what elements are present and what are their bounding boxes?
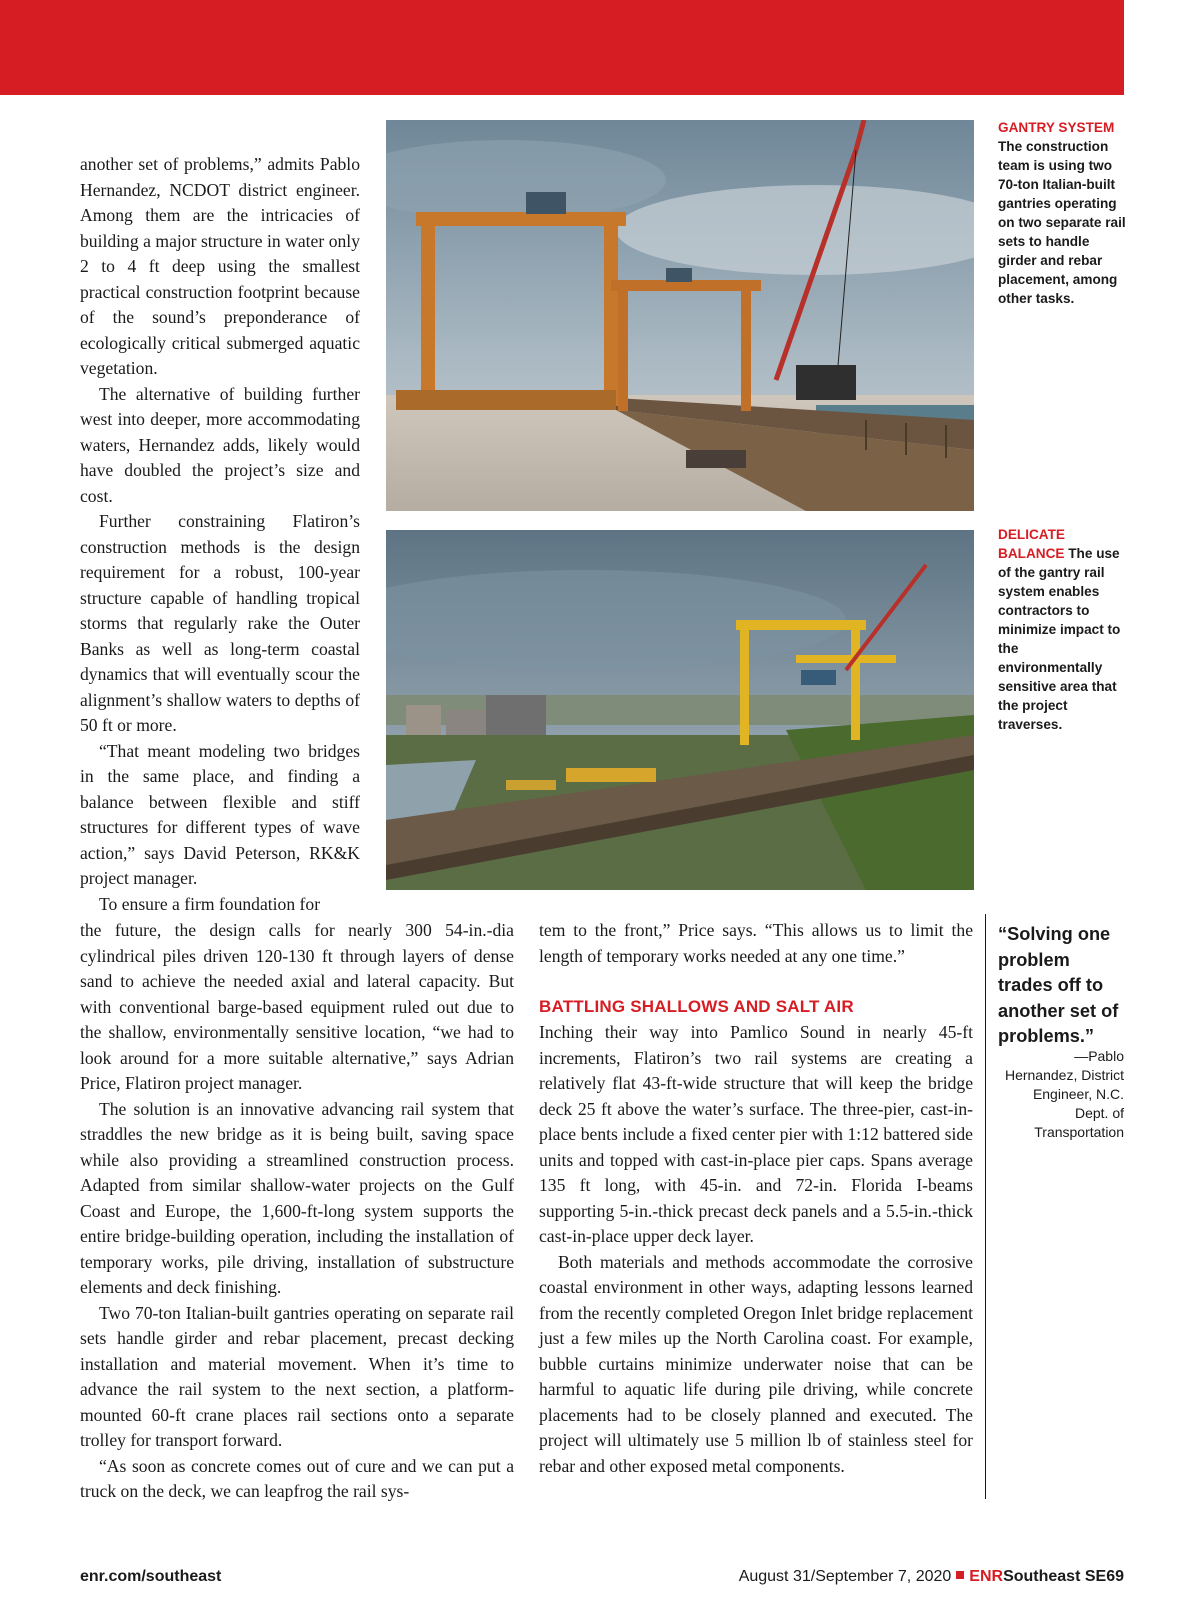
footer-date: August 31/September 7, 2020 (738, 1568, 952, 1585)
paragraph: Inching their way into Pamlico Sound in nearly 45-ft increments, Flatiron’s two rail systems are creating a relatively flat 43-ft-wide structure that will keep the bridge deck 25 ft above the water’s surface. The three-pier, cast-in-place bents include a fixed center pier with 1:12 battered side units and topped with cast-in-place pier caps. Spans average 135 ft long, with 45-in. and 72-in. Florida I-beams supporting 5-in.-thick precast deck panels and a 5.5-in.-thick cast-in-place upper deck layer. (539, 1022, 973, 1246)
caption-kicker: GANTRY SYSTEM (998, 120, 1115, 135)
paragraph: To ensure a firm foundation for (99, 893, 321, 914)
article-column-1-top (80, 152, 360, 917)
pullquote-attribution: —Pablo Hernandez, District Engineer, N.C. Dept. of Transportation (1004, 1048, 1124, 1140)
paragraph: “That meant modeling two bridges in the same place, and finding a balance between flexible and stiff structures for different types of wave action,” says David Peterson, RK&K project manager. (80, 740, 360, 888)
paragraph: Both materials and methods accommodate the corrosive coastal environment in other ways, adapting lessons learned from the recently completed Oregon Inlet bridge replacement just a few miles up the North Carolina coast. For example, bubble curtains minimize underwater noise that can be harmful to aquatic life during pile driving, while concrete placements had to be closely planned and executed. The project will ultimately use 5 million lb of stainless steel for rebar and other exposed metal components. (539, 1251, 973, 1476)
footer-url[interactable]: enr.com/southeast (80, 1568, 222, 1585)
delicate-balance-photo (386, 530, 974, 890)
caption-text: The construction team is using two 70-ton Italian-built gantries operating on two separate rail sets to handle girder and rebar placement, among other tasks. (998, 139, 1126, 306)
header-red-bar (0, 0, 1124, 95)
article-column-2 (539, 918, 973, 1479)
caption-kicker: DELICATE BALANCE (998, 527, 1065, 561)
article-column-1-bottom (80, 918, 514, 1505)
pullquote: “Solving one problem trades off to another set of problems.” (998, 924, 1119, 1046)
photo-caption-gantry (998, 118, 1126, 308)
paragraph: “As soon as concrete comes out of cure and we can put a truck on the deck, we can leapfrog the rail sys- (80, 1455, 514, 1501)
pullquote-divider (985, 914, 986, 1499)
paragraph: tem to the front,” Price says. “This allows us to limit the length of temporary works needed at any one time.” (539, 920, 973, 966)
footer-section: Southeast SE69 (1003, 1568, 1124, 1585)
section-subhead: BATTLING SHALLOWS AND SALT AIR (539, 997, 854, 1016)
photo-caption-balance (998, 525, 1126, 734)
paragraph: the future, the design calls for nearly 300 54-in.-dia cylindrical piles driven 120-130 ft through layers of dense sand to achieve the needed axial and lateral capacity. But with conventional barge-based equipment ruled out due to the shallow, environmentally sensitive location, “we had to look around for a more suitable alternative,” says Adrian Price, Flatiron project manager. (80, 920, 514, 1093)
paragraph: another set of problems,” admits Pablo Hernandez, NCDOT district engineer. Among them are the intricacies of building a major structure in water only 2 to 4 ft deep using the smallest practical construction footprint because of the sound’s preponderance of ecologically critical submerged aquatic vegetation. (80, 154, 360, 378)
footer-brand: ENR (969, 1568, 1004, 1585)
paragraph: The alternative of building further west into deeper, more accommodating waters, Hernandez adds, likely would have doubled the project’s size and cost. (80, 383, 360, 506)
paragraph: Two 70-ton Italian-built gantries operating on separate rail sets handle girder and rebar placement, precast decking installation and material movement. When it’s time to advance the rail system to the next section, a platform-mounted 60-ft crane places rail sections onto a separate trolley for transport forward. (80, 1302, 514, 1450)
gantry-system-photo (386, 120, 974, 511)
caption-text: The use of the gantry rail system enables contractors to minimize impact to the environmentally sensitive area that the project traverses. (998, 546, 1121, 732)
red-square-icon (956, 1571, 964, 1579)
paragraph: Further constraining Flatiron’s construction methods is the design requirement for a robust, 100-year structure capable of handling tropical storms that regularly rake the Outer Banks as well as long-term coastal dynamics that will eventually scour the alignment’s shallow waters to depths of 50 ft or more. (80, 511, 360, 735)
footer-folio (739, 1568, 1124, 1586)
paragraph: The solution is an innovative advancing rail system that straddles the new bridge as it is being built, saving space while also providing a streamlined construction process. Adapted from similar shallow-water projects on the Gulf Coast and Europe, the 1,600-ft-long system supports the entire bridge-building operation, including the installation of temporary works, pile driving, installation of substructure elements and deck finishing. (80, 1098, 514, 1297)
